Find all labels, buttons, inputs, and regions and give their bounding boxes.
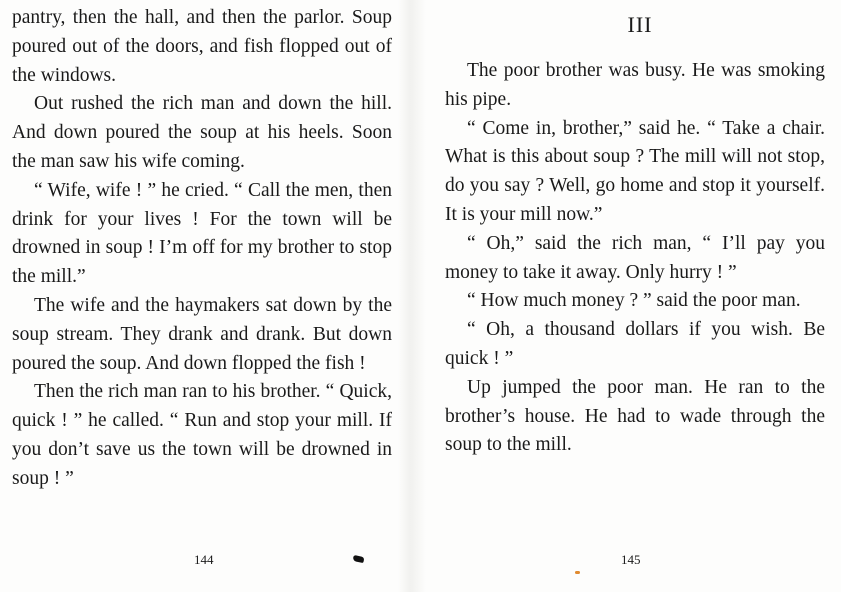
paper-speck [575, 571, 580, 574]
left-page [0, 0, 405, 592]
paragraph: “ How much money ? ” said the poor man. [467, 290, 801, 312]
paragraph: Up jumped the poor man. He ran to the brother’s house. He had to wade through the soup to the mill. [445, 376, 825, 456]
paragraph: “ Wife, wife ! ” he cried. “ Call the men, then drink for your lives ! For the town will be drowned in soup ! I’m off for my brother to stop the mill.” [12, 179, 392, 288]
left-page-text [12, 4, 392, 494]
paragraph: “ Oh,” said the rich man, “ I’ll pay you money to take it away. Only hurry ! ” [445, 232, 825, 283]
page-number: 145 [621, 552, 641, 567]
paragraph: Out rushed the rich man and down the hill. And down poured the soup at his heels. Soon the man saw his wife coming. [12, 93, 392, 172]
paragraph: “ Oh, a thousand dollars if you wish. Be quick ! ” [445, 319, 825, 369]
page-number: 144 [194, 552, 214, 567]
paragraph: “ Come in, brother,” said he. “ Take a chair. What is this about soup ? The mill will not stop, do you say ? Well, go home and stop it yourself. It is your mill now.” [445, 117, 825, 225]
right-page-text [445, 57, 825, 460]
chapter-heading: III [627, 12, 653, 37]
paragraph: Then the rich man ran to his brother. “ Quick, quick ! ” he called. “ Run and stop your mill. If you don’t save us the town will be drowned in soup ! ” [12, 381, 392, 489]
right-page [420, 0, 841, 592]
paragraph: The wife and the haymakers sat down by the soup stream. They drank and drank. But down poured the soup. And down flopped the fish ! [12, 294, 392, 374]
paragraph: The poor brother was busy. He was smoking his pipe. [445, 60, 825, 110]
paragraph: pantry, then the hall, and then the parlor. Soup poured out of the doors, and fish flopped out of the windows. [12, 7, 392, 86]
